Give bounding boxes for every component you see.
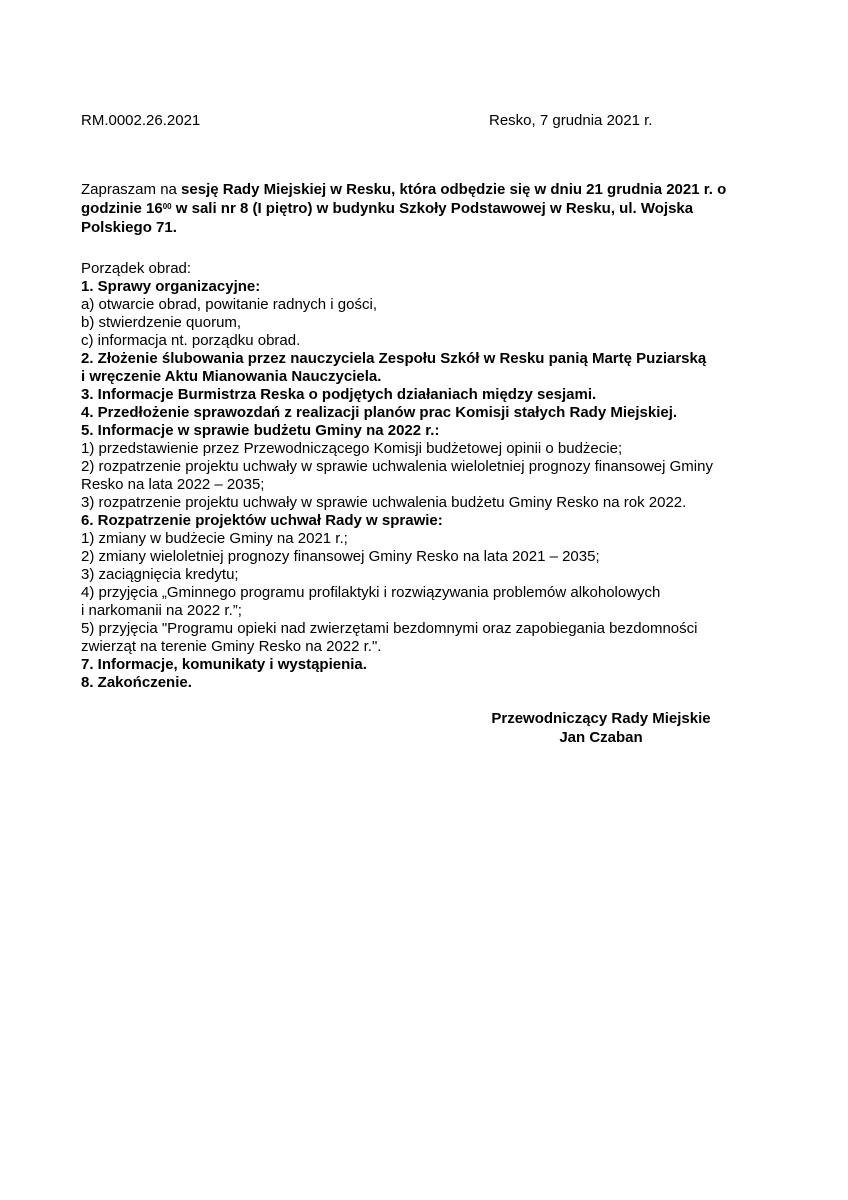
reference-number: RM.0002.26.2021 <box>81 112 201 129</box>
agenda-line: c) informacja nt. porządku obrad. <box>81 332 301 349</box>
invitation-bold-part2: w sali nr 8 (I piętro) w budynku Szkoły Podstawowej w Resku, ul. Wojska Polskiego 71. <box>81 200 694 236</box>
agenda-line: 3) zaciągnięcia kredytu; <box>81 566 239 583</box>
agenda-line: 2. Złożenie ślubowania przez nauczyciela Zespołu Szkół w Resku panią Martę Puziarską <box>81 350 707 367</box>
agenda-line: 5) przyjęcia "Programu opieki nad zwierzętami bezdomnymi oraz zapobiegania bezdomności <box>81 620 698 637</box>
agenda-line: 2) zmiany wieloletniej prognozy finansowej Gminy Resko na lata 2021 – 2035; <box>81 548 600 565</box>
invitation-lead: Zapraszam na <box>81 181 182 198</box>
agenda-line: a) otwarcie obrad, powitanie radnych i gości, <box>81 296 377 313</box>
signature-name: Jan Czaban <box>559 729 643 746</box>
agenda-line: 4. Przedłożenie sprawozdań z realizacji planów prac Komisji stałych Rady Miejskiej. <box>81 404 678 421</box>
agenda-line: 4) przyjęcia „Gminnego programu profilaktyki i rozwiązywania problemów alkoholowych <box>81 584 661 601</box>
agenda-line: 1) zmiany w budżecie Gminy na 2021 r.; <box>81 530 348 547</box>
agenda-line: zwierząt na terenie Gminy Resko na 2022 r.". <box>81 638 382 655</box>
agenda-title: Porządek obrad: <box>81 260 192 277</box>
agenda-list <box>81 278 761 692</box>
agenda-line: 1) przedstawienie przez Przewodniczącego Komisji budżetowej opinii o budżecie; <box>81 440 623 457</box>
agenda <box>81 260 761 692</box>
agenda-line: Resko na lata 2022 – 2035; <box>81 476 265 493</box>
signature-block <box>476 709 726 747</box>
agenda-line: 8. Zakończenie. <box>81 674 192 691</box>
agenda-line: 7. Informacje, komunikaty i wystąpienia. <box>81 656 367 673</box>
agenda-line: i narkomanii na 2022 r.”; <box>81 602 242 619</box>
agenda-line: 5. Informacje w sprawie budżetu Gminy na 2022 r.: <box>81 422 440 439</box>
agenda-line: 1. Sprawy organizacyjne: <box>81 278 261 295</box>
signature-title: Przewodniczący Rady Miejskie <box>491 710 711 727</box>
agenda-line: 6. Rozpatrzenie projektów uchwał Rady w sprawie: <box>81 512 443 529</box>
agenda-line: 3. Informacje Burmistrza Reska o podjętych działaniach między sesjami. <box>81 386 597 403</box>
invitation-paragraph <box>81 180 761 237</box>
agenda-line: b) stwierdzenie quorum, <box>81 314 242 331</box>
agenda-line: i wręczenie Aktu Mianowania Nauczyciela. <box>81 368 382 385</box>
agenda-line: 3) rozpatrzenie projektu uchwały w sprawie uchwalenia budżetu Gminy Resko na rok 2022. <box>81 494 687 511</box>
place-and-date: Resko, 7 grudnia 2021 r. <box>489 112 653 129</box>
invitation-bold-part1: sesję Rady Miejskiej w Resku, która odbędzie się w dniu 21 grudnia 2021 r. o godzinie 16 <box>81 181 727 217</box>
invitation-hour-minutes: 00 <box>162 202 172 211</box>
agenda-line: 2) rozpatrzenie projektu uchwały w sprawie uchwalenia wieloletniej prognozy finansowej Gminy <box>81 458 713 475</box>
